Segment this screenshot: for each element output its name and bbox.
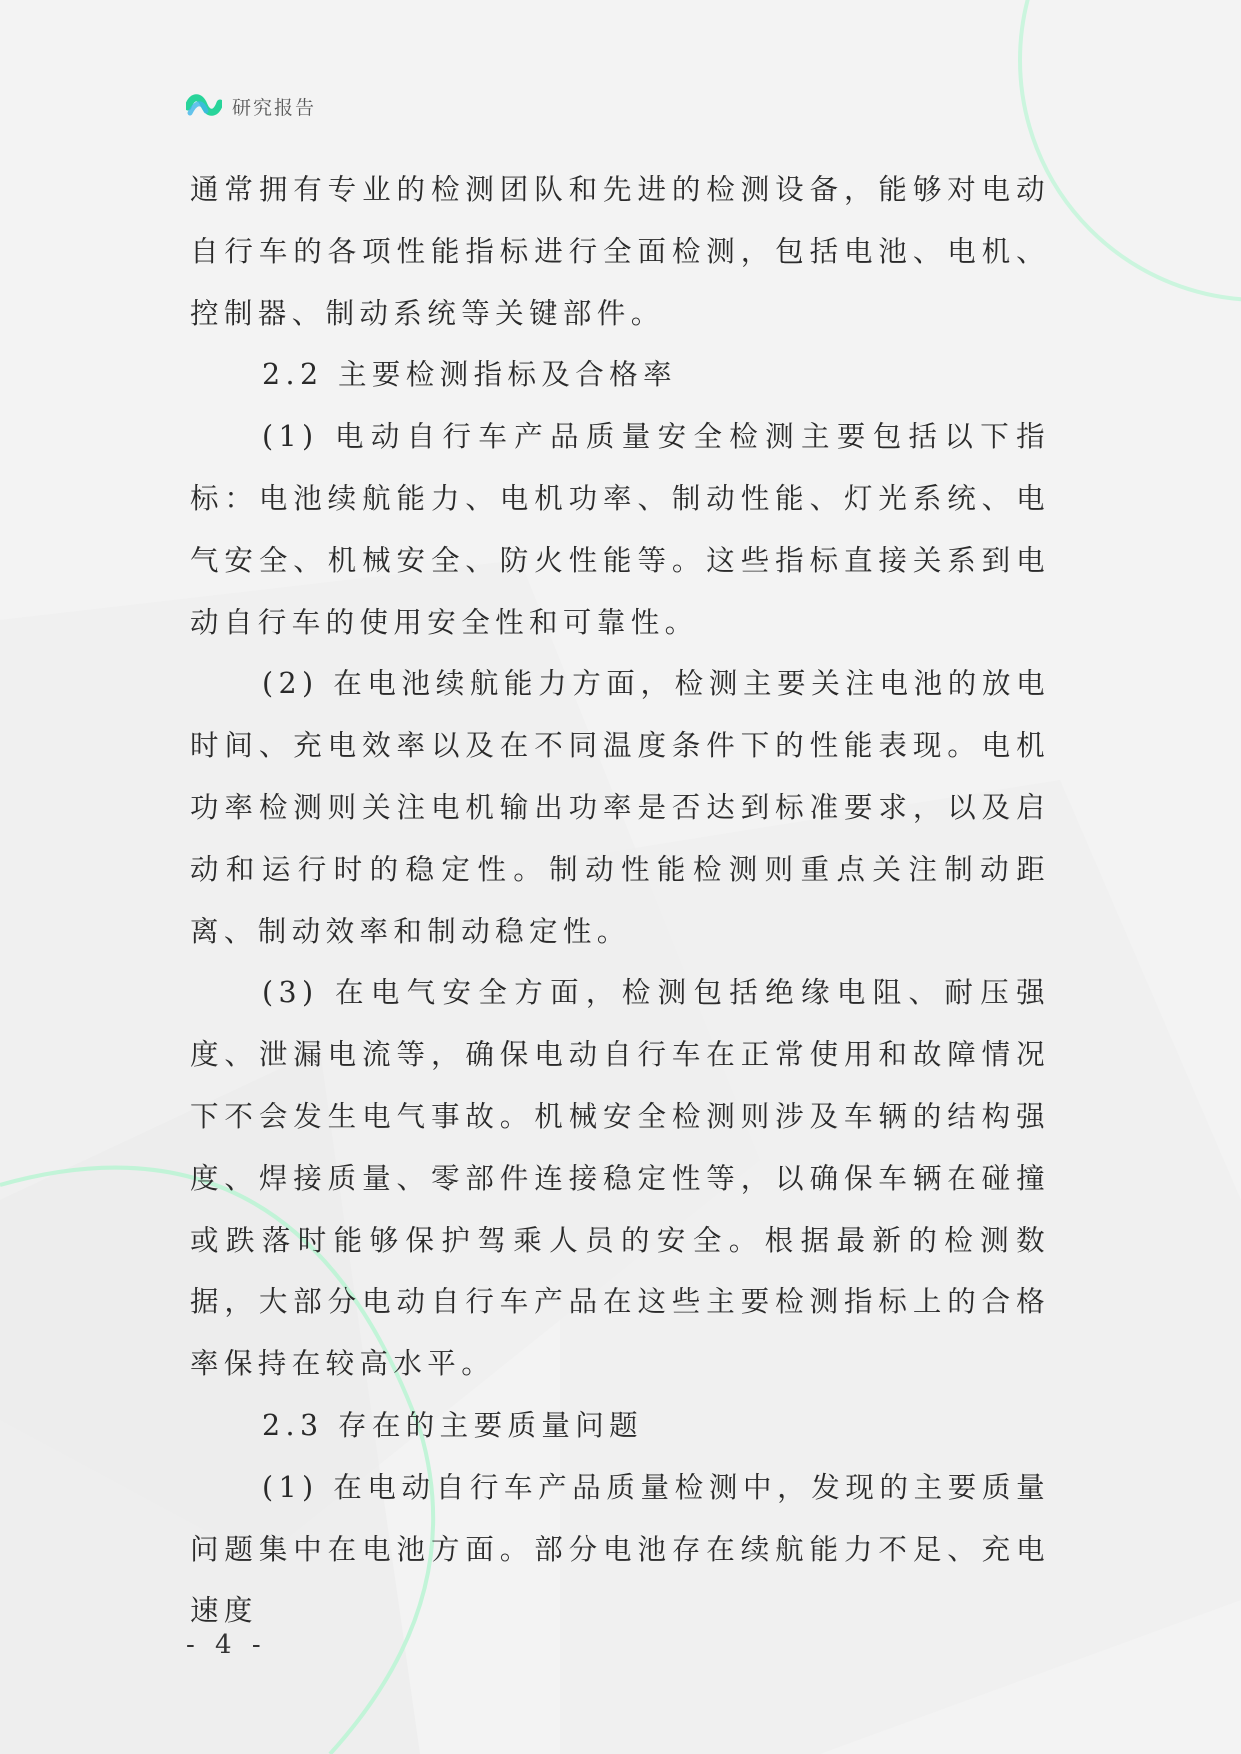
paragraph-3: (2) 在电池续航能力方面，检测主要关注电池的放电时间、充电效率以及在不同温度条件下的性能表现。电机功率检测则关注电机输出功率是否达到标准要求，以及启动和运行时的稳定性。制动性能检测则重点关注制动距离、制动效率和制动稳定性。 bbox=[190, 667, 1050, 948]
header-title: 研究报告 bbox=[232, 96, 317, 119]
report-header bbox=[186, 88, 316, 124]
document-body bbox=[190, 159, 1050, 1642]
brand-logo-icon bbox=[186, 91, 222, 121]
section-heading-2-3: 2.3 存在的主要质量问题 bbox=[262, 1408, 644, 1442]
paragraph-5: (1) 在电动自行车产品质量检测中，发现的主要质量问题集中在电池方面。部分电池存在续航能力不足、充电速度 bbox=[190, 1470, 1050, 1628]
paragraph-4: (3) 在电气安全方面，检测包括绝缘电阻、耐压强度、泄漏电流等，确保电动自行车在正常使用和故障情况下不会发生电气事故。机械安全检测则涉及车辆的结构强度、焊接质量、零部件连接稳定性等，以确保车辆在碰撞或跌落时能够保护驾乘人员的安全。根据最新的检测数据，大部分电动自行车产品在这些主要检测指标上的合格率保持在较高水平。 bbox=[190, 976, 1050, 1381]
paragraph-2: (1) 电动自行车产品质量安全检测主要包括以下指标：电池续航能力、电机功率、制动性能、灯光系统、电气安全、机械安全、防火性能等。这些指标直接关系到电动自行车的使用安全性和可靠性。 bbox=[190, 420, 1050, 639]
paragraph-1: 通常拥有专业的检测团队和先进的检测设备，能够对电动自行车的各项性能指标进行全面检测，包括电池、电机、控制器、制动系统等关键部件。 bbox=[190, 173, 1050, 330]
section-heading-2-2: 2.2 主要检测指标及合格率 bbox=[262, 358, 677, 392]
page-number: - 4 - bbox=[186, 1630, 267, 1660]
